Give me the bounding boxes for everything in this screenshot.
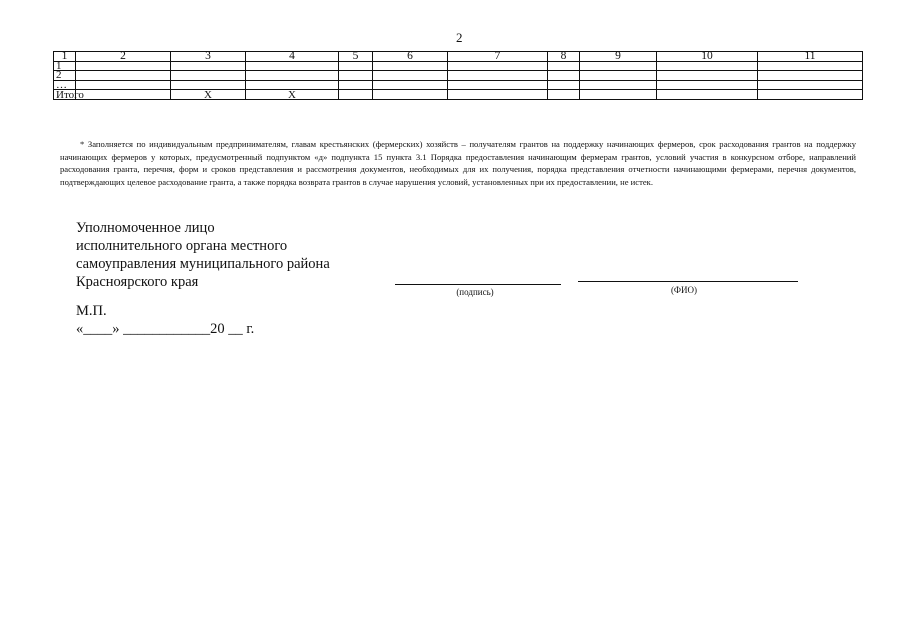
row-label-cell: Итого [54, 90, 76, 100]
table-cell [76, 71, 171, 81]
table-cell [657, 71, 758, 81]
column-number-cell: 9 [580, 52, 657, 62]
table-cell [448, 61, 548, 71]
table-cell [580, 71, 657, 81]
table-cell [246, 71, 339, 81]
report-table [53, 51, 863, 100]
official-line: Уполномоченное лицо [76, 220, 215, 236]
table-cell [448, 90, 548, 100]
table-cell [758, 80, 863, 90]
table-cell [373, 61, 448, 71]
table-row [54, 80, 863, 90]
column-number-cell: 5 [339, 52, 373, 62]
official-line: Красноярского края [76, 274, 199, 290]
table-cell [548, 61, 580, 71]
table-cell [580, 61, 657, 71]
table-cell [373, 71, 448, 81]
date-line: «____» ____________20 __ г. [76, 321, 255, 337]
column-number-cell: 10 [657, 52, 758, 62]
table-cell: X [171, 90, 246, 100]
table-cell [448, 71, 548, 81]
footnote: * Заполняется по индивидуальным предпринимателям, главам крестьянских (фермерских) хозяйств – получателям грантов на поддержку начинающих фермеров, срок расходования грантов на поддержку начинающих фермеров у которых, предусмотренный подпунктом «д» подпункта 15 пункта 3.1 Порядка предоставления начинающим фермерам грантов, условий участия в конкурсном отборе, направлений расходования гранта, перечня, форм и сроков представления и рассмотрения документов, необходимых для их получения, порядка представления отчетности начинающими фермерами, перечня документов, подтверждающих целевое расходование гранта, а также порядка возврата грантов в случае нарушения условий, установленных при их предоставлении, не истек. [60, 139, 856, 187]
table-cell [339, 80, 373, 90]
column-number-cell: 3 [171, 52, 246, 62]
table-cell [548, 80, 580, 90]
table-cell [246, 61, 339, 71]
table-cell [657, 61, 758, 71]
table-cell [171, 61, 246, 71]
table-cell [339, 61, 373, 71]
table-cell [76, 90, 171, 100]
signature-label: (подпись) [456, 287, 494, 297]
seal-placeholder: М.П. [76, 303, 107, 319]
table-row [54, 71, 863, 81]
column-number-cell: 8 [548, 52, 580, 62]
table-cell [758, 71, 863, 81]
table-cell [548, 71, 580, 81]
column-number-cell: 4 [246, 52, 339, 62]
column-number-cell: 1 [54, 52, 76, 62]
official-block [76, 219, 330, 291]
table-cell [339, 71, 373, 81]
fio-label: (ФИО) [670, 285, 698, 295]
table-cell [548, 90, 580, 100]
table-cell [373, 80, 448, 90]
row-label-cell: … [54, 80, 76, 90]
column-number-cell: 6 [373, 52, 448, 62]
column-number-cell: 2 [76, 52, 171, 62]
official-line: исполнительного органа местного [76, 238, 288, 254]
table-cell [448, 80, 548, 90]
table-cell [171, 71, 246, 81]
table-cell [580, 80, 657, 90]
total-row [54, 90, 863, 100]
table-cell [580, 90, 657, 100]
row-label-cell: 1 [54, 61, 76, 71]
table-cell: X [246, 90, 339, 100]
fio-line [578, 281, 798, 282]
column-number-cell: 7 [448, 52, 548, 62]
official-line: самоуправления муниципального района [76, 256, 330, 272]
table-cell [339, 90, 373, 100]
table-cell [657, 80, 758, 90]
signature-line [395, 284, 561, 285]
table-cell [76, 61, 171, 71]
table-cell [758, 90, 863, 100]
column-number-cell: 11 [758, 52, 863, 62]
table-cell [373, 90, 448, 100]
row-label-cell: 2 [54, 71, 76, 81]
table-header-row [54, 52, 863, 62]
page-number: 2 [456, 30, 463, 45]
table-cell [758, 61, 863, 71]
table-row [54, 61, 863, 71]
table-cell [657, 90, 758, 100]
table-cell [76, 80, 171, 90]
